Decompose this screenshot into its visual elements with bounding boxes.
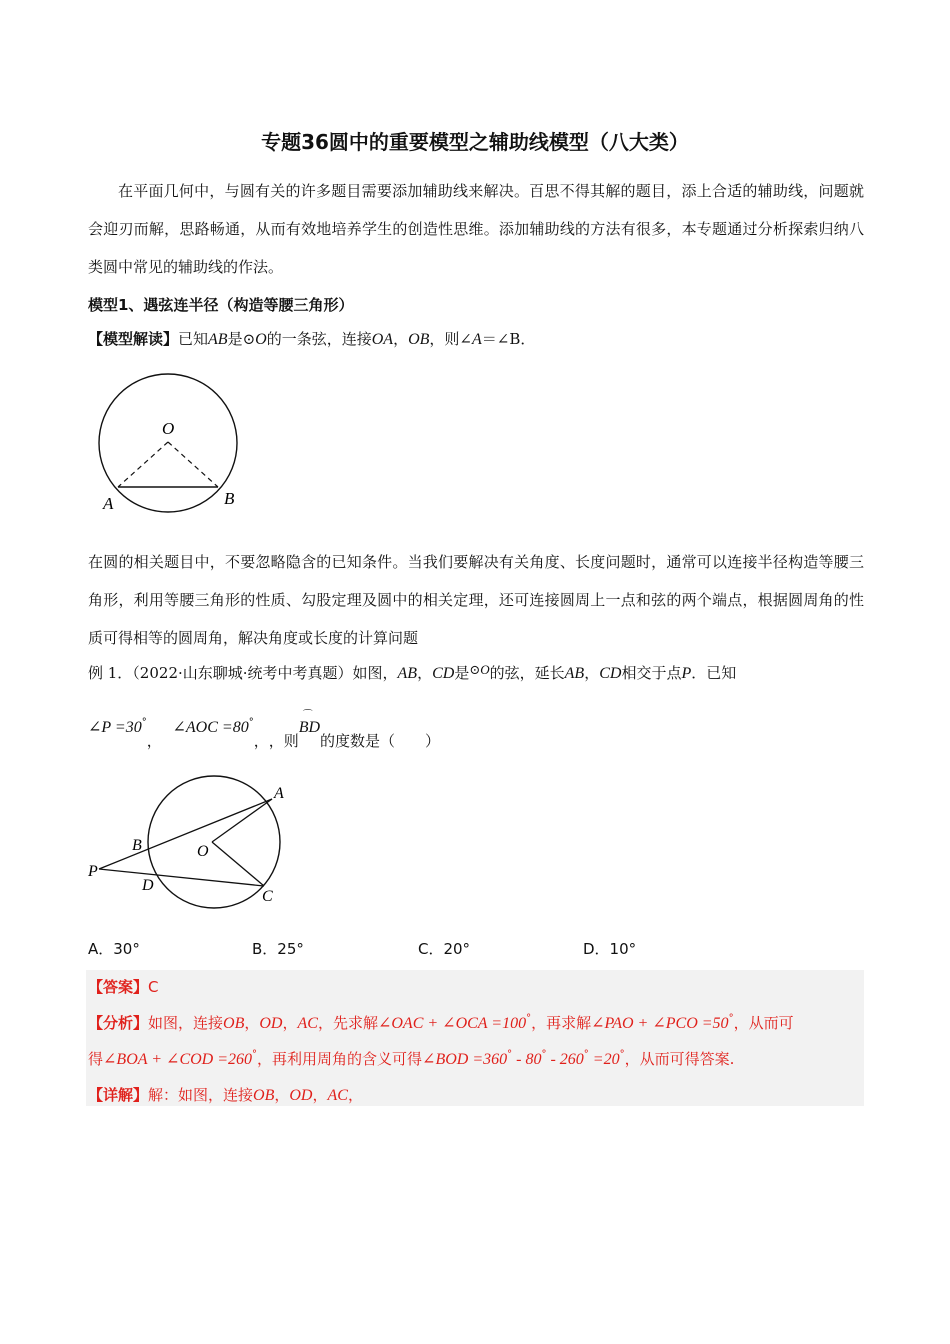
radius-oa [118, 442, 168, 487]
circle-o [148, 776, 280, 908]
label-a: A [103, 494, 114, 513]
analysis-line-2: 得∠BOA + ∠COD =260°，再利用周角的含义可得∠BOD =360° - 80° - 260° =20°，从而可得答案. [88, 1049, 735, 1068]
arc-mark: ⌒ [302, 710, 313, 721]
answer-line: 【答案】C [88, 978, 159, 996]
model1-heading: 模型1、遇弦连半径（构造等腰三角形） [88, 296, 354, 314]
option-d[interactable]: D．10° [583, 940, 637, 958]
radius-oa [212, 799, 272, 842]
model1-figure [92, 368, 252, 518]
example1-figure [84, 770, 294, 910]
label-d: D [142, 877, 154, 894]
detail-line: 【详解】解：如图，连接OB，OD，AC， [88, 1086, 363, 1104]
label-b: B [132, 837, 142, 854]
arc-bd: BD ⌒ [299, 718, 320, 737]
radius-oc [212, 842, 264, 886]
model1-reading: 【模型解读】已知AB是⊙O的一条弦，连接OA，OB，则∠A＝∠B． [88, 330, 536, 348]
circle-o [99, 374, 237, 512]
label-c: C [262, 888, 273, 905]
label-o: O [197, 843, 209, 860]
page-title: 专题36圆中的重要模型之辅助线模型（八大类） [261, 130, 689, 154]
radius-ob [168, 442, 218, 487]
example1-stem: 例 1．（2022·山东聊城·统考中考真题）如图，AB，CD是⊙O的弦，延长AB，CD相交于点P．已知 [88, 662, 737, 682]
label-b: B [224, 489, 235, 508]
intro-paragraph: 在平面几何中，与圆有关的许多题目需要添加辅助线来解决。百思不得其解的题目，添上合适的辅助线，问题就会迎刃而解，思路畅通，从而有效地培养学生的创造性思维。添加辅助线的方法有很多，本专题通过分析探索归纳八类圆中常见的辅助线的作法。 [88, 182, 864, 276]
reading-tag: 【模型解读】 [88, 330, 179, 348]
option-a[interactable]: A．30° [88, 940, 140, 958]
secant-pc [99, 869, 264, 886]
example1-condition: ∠P =30°， ∠AOC =80°，，则BD ⌒ 的度数是（ ） [88, 716, 440, 751]
analysis-line-1: 【分析】如图，连接OB，OD，AC，先求解∠OAC + ∠OCA =100°，再求解∠PAO + ∠PCO =50°，从而可 [88, 1013, 794, 1032]
label-o: O [162, 419, 175, 438]
explain-paragraph: 在圆的相关题目中，不要忽略隐含的已知条件。当我们要解决有关角度、长度问题时，通常可以连接半径构造等腰三角形，利用等腰三角形的性质、勾股定理及圆中的相关定理，还可连接圆周上一点和弦的两个端点，根据圆周角的性质可得相等的圆周角，解决角度或长度的计算问题 [88, 553, 864, 647]
option-b[interactable]: B．25° [252, 940, 304, 958]
option-c[interactable]: C．20° [418, 940, 471, 958]
secant-pa [99, 799, 272, 869]
label-a: A [274, 785, 284, 802]
label-p: P [88, 863, 98, 880]
